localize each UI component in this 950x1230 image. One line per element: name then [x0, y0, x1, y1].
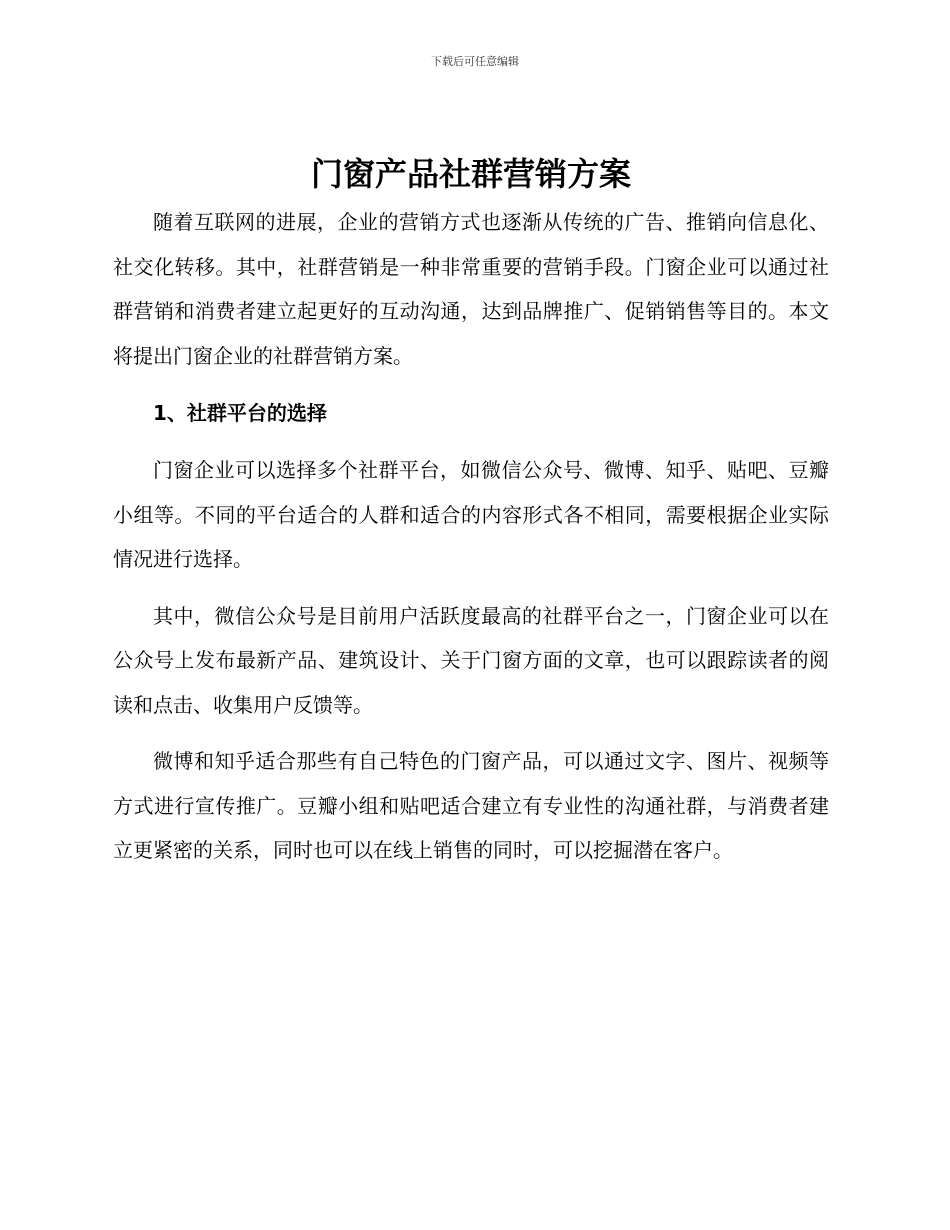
intro-paragraph: 随着互联网的进展，企业的营销方式也逐渐从传统的广告、推销向信息化、社交化转移。其中，社群营销是一种非常重要的营销手段。门窗企业可以通过社群营销和消费者建立起更好的互动沟通，达到品牌推广、促销销售等目的。本文将提出门窗企业的社群营销方案。: [113, 210, 829, 368]
section-paragraph-1: 门窗企业可以选择多个社群平台，如微信公众号、微博、知乎、贴吧、豆瓣小组等。不同的平台适合的人群和适合的内容形式各不相同，需要根据企业实际情况进行选择。: [113, 458, 829, 571]
section-paragraph-3: 微博和知乎适合那些有自己特色的门窗产品，可以通过文字、图片、视频等方式进行宣传推广。豆瓣小组和贴吧适合建立有专业性的沟通社群，与消费者建立更紧密的关系，同时也可以在线上销售的同时，可以挖掘潜在客户。: [113, 749, 829, 862]
section-paragraph-2: 其中，微信公众号是目前用户活跃度最高的社群平台之一，门窗企业可以在公众号上发布最新产品、建筑设计、关于门窗方面的文章，也可以跟踪读者的阅读和点击、收集用户反馈等。: [113, 603, 829, 717]
page-header-note: 下载后可任意编辑: [431, 55, 519, 68]
document-body: [113, 148, 829, 873]
section-heading-platform-choice: 1、社群平台的选择: [153, 401, 327, 425]
document-title: 门窗产品社群营销方案: [310, 155, 631, 193]
